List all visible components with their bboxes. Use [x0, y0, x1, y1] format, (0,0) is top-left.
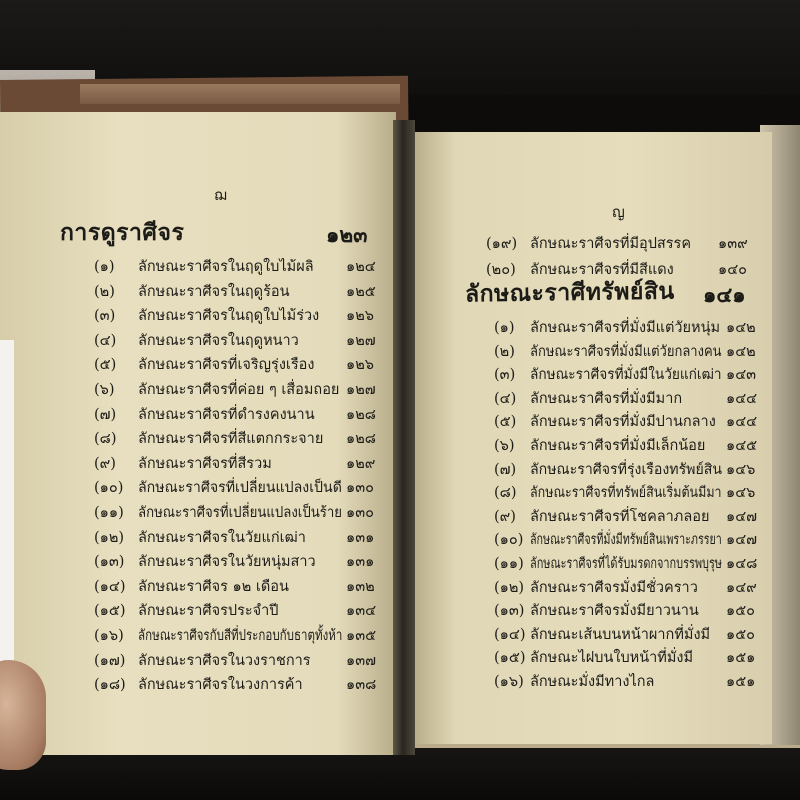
toc-entry [94, 353, 394, 373]
toc-entry-title: ลักษณะราศีจรในวงราชการ [138, 652, 311, 669]
toc-entry-number: (๑๐) [494, 532, 524, 549]
toc-entry-title: ลักษณะราศีจรในฤดูหนาว [138, 332, 299, 349]
toc-entry [494, 646, 766, 666]
toc-entry-title: ลักษณะราศีจรที่ดำรงคงนาน [138, 406, 315, 423]
toc-entry-page: ๑๕๑ [726, 674, 756, 690]
toc-entry-page: ๑๕๑ [726, 650, 756, 667]
toc-entry-title: ลักษณะไฝบนใบหน้าที่มั่งมี [530, 650, 694, 667]
toc-entry [94, 280, 394, 300]
toc-entry [94, 649, 394, 669]
toc-entry-title: ลักษณะราศีจรมั่งมีชั่วคราว [530, 579, 698, 596]
toc-entry-title: ลักษณะราศีจรที่มั่งมีทรัพย์สินเพราะภรรยา [530, 532, 722, 549]
toc-entry-number: (๑๗) [94, 652, 126, 669]
toc-entry-number: (๘) [494, 485, 517, 502]
toc-entry-title: ลักษณะเส้นบนหน้าผากที่มั่งมี [530, 626, 711, 643]
toc-entry [486, 258, 766, 278]
toc-entry-title: ลักษณะราศีจรที่มั่งมีมาก [530, 390, 683, 407]
toc-entry [94, 575, 394, 595]
left-section-heading-page: ๑๒๓ [326, 222, 368, 247]
toc-entry-title: ลักษณะราศีจรที่มั่งมีในวัยแก่เฒ่า [530, 367, 722, 384]
left-page-letter: ฌ [214, 186, 227, 204]
toc-entry-number: (๑๓) [94, 554, 125, 571]
toc-entry [94, 304, 394, 324]
toc-entry [494, 363, 766, 383]
toc-entry-page: ๑๒๗ [346, 382, 376, 398]
toc-entry-number: (๓) [494, 367, 516, 384]
toc-entry [494, 670, 766, 690]
toc-entry-number: (๔) [494, 390, 517, 407]
toc-entry-page: ๑๓๙ [718, 236, 748, 252]
toc-entry [494, 481, 766, 501]
toc-entry-page: ๑๔๗ [726, 532, 758, 549]
toc-entry-number: (๖) [94, 382, 115, 398]
toc-entry [94, 403, 394, 423]
toc-entry-title: ลักษณะราศีจรประจำปี [138, 603, 279, 620]
toc-entry-title: ลักษณะราศีจรที่โชคลาภลอย [530, 508, 710, 525]
toc-entry-number: (๒๐) [486, 262, 516, 278]
right-section-heading: ลักษณะราศีทรัพย์สิน [464, 277, 675, 308]
toc-entry-page: ๑๔๔ [726, 414, 758, 431]
toc-entry-number: (๓) [94, 308, 116, 325]
toc-entry-page: ๑๓๔ [346, 603, 377, 620]
toc-entry-number: (๑) [94, 259, 115, 275]
toc-entry-page: ๑๒๕ [346, 283, 376, 300]
toc-entry-number: (๗) [494, 461, 517, 478]
thumb [0, 660, 46, 770]
toc-entry-title: ลักษณะราศีจรที่ทรัพย์สินเริ่มต้นมีมา [530, 485, 722, 502]
toc-entry-title: ลักษณะราศีจรที่สีแตกกระจาย [138, 431, 324, 448]
toc-entry-number: (๒) [94, 283, 115, 300]
toc-entry-number: (๙) [94, 455, 116, 472]
toc-entry-title: ลักษณะราศีจรที่ค่อย ๆ เสื่อมถอย [138, 382, 340, 398]
toc-entry-title: ลักษณะราศีจรในฤดูร้อน [138, 283, 290, 300]
toc-entry [94, 378, 394, 398]
toc-entry-page: ๑๒๘ [346, 406, 376, 423]
toc-entry-number: (๑๖) [94, 628, 124, 644]
toc-entry-page: ๑๒๙ [346, 455, 376, 472]
toc-entry [494, 387, 766, 407]
toc-entry-page: ๑๔๓ [726, 367, 757, 384]
toc-entry [494, 552, 766, 572]
toc-entry [94, 526, 394, 546]
toc-entry-page: ๑๔๕ [726, 438, 758, 454]
toc-entry [494, 316, 766, 336]
toc-entry-page: ๑๒๔ [346, 259, 376, 275]
toc-entry-number: (๘) [94, 431, 117, 448]
toc-entry-page: ๑๔๖ [726, 461, 756, 478]
toc-entry-page: ๑๔๒ [726, 320, 756, 336]
toc-entry-title: ลักษณะราศีจรที่เจริญรุ่งเรือง [138, 357, 315, 374]
toc-entry [94, 255, 394, 275]
toc-entry [94, 501, 394, 521]
toc-entry-page: ๑๓๗ [346, 652, 377, 669]
toc-entry-title: ลักษณะราศีจรในวัยหนุ่มสาว [138, 554, 316, 571]
toc-entry-page: ๑๒๖ [346, 308, 374, 325]
toc-entry [94, 427, 394, 447]
toc-entry-title: ลักษณะราศีจรมั่งมียาวนาน [530, 603, 699, 620]
toc-entry-number: (๑๒) [94, 529, 125, 546]
toc-entry-title: ลักษณะราศีจรที่เปลี่ยนแปลงเป็นร้าย [138, 505, 342, 521]
toc-entry [494, 528, 766, 548]
toc-entry [494, 599, 766, 619]
toc-entry-title: ลักษณะราศีจรที่มีอุปสรรค [530, 236, 692, 252]
toc-entry-title: ลักษณะราศีจรที่มั่งมีแต่วัยกลางคน [530, 343, 722, 360]
toc-entry-number: (๗) [94, 406, 117, 423]
toc-entry-title: ลักษณะราศีจรที่ได้รับมรดกจากบรรพบุรุษ [530, 556, 723, 572]
toc-entry [486, 232, 766, 252]
toc-entry-page: ๑๓๑ [346, 554, 375, 571]
right-section-heading-page: ๑๔๑ [703, 282, 746, 307]
toc-entry-number: (๑๘) [94, 677, 126, 694]
toc-entry-title: ลักษณะมั่งมีทางไกล [530, 674, 655, 690]
toc-entry-number: (๕) [494, 414, 517, 431]
toc-entry-number: (๑๙) [486, 236, 518, 252]
toc-entry-number: (๑๔) [494, 626, 526, 643]
toc-entry-page: ๑๔๗ [726, 508, 758, 525]
toc-entry-number: (๑๑) [494, 556, 524, 572]
toc-entry-page: ๑๓๑ [346, 529, 375, 546]
toc-entry [94, 599, 394, 619]
toc-entry-number: (๖) [494, 438, 515, 454]
toc-entry-page: ๑๔๙ [726, 579, 757, 596]
toc-entry-page: ๑๒๗ [346, 332, 376, 349]
toc-entry-number: (๑) [494, 320, 515, 336]
toc-entry-title: ลักษณะราศีจรในฤดูใบไม้ผลิ [138, 259, 314, 275]
toc-entry [494, 505, 766, 525]
toc-entry-page: ๑๕๐ [726, 603, 756, 620]
toc-entry [494, 410, 766, 430]
toc-entry-page: ๑๒๖ [346, 357, 374, 374]
toc-entry-title: ลักษณะราศีจรที่มั่งมีแต่วัยหนุ่ม [530, 320, 721, 336]
toc-entry-page: ๑๓๐ [346, 480, 374, 497]
toc-entry [494, 623, 766, 643]
toc-entry-number: (๑๐) [94, 480, 124, 497]
toc-entry-number: (๒) [494, 343, 515, 360]
toc-entry-page: ๑๔๖ [726, 485, 756, 502]
toc-entry [494, 458, 766, 478]
right-page-letter: ญ [612, 203, 625, 221]
toc-entry-number: (๙) [494, 508, 516, 525]
toc-entry-page: ๑๓๕ [346, 628, 377, 644]
book-cover-top-edge [80, 84, 400, 104]
toc-entry-title: ลักษณะราศีจรที่รุ่งเรืองทรัพย์สิน [530, 461, 723, 478]
toc-entry-number: (๔) [94, 332, 117, 349]
toc-entry [94, 673, 394, 693]
toc-entry-page: ๑๕๐ [726, 626, 756, 643]
toc-entry [494, 340, 766, 360]
toc-entry-page: ๑๓๒ [346, 578, 375, 595]
toc-entry-page: ๑๔๐ [718, 262, 748, 278]
toc-entry-number: (๑๕) [494, 650, 526, 667]
toc-entry-title: ลักษณะราศีจรที่มั่งมีเล็กน้อย [530, 438, 706, 454]
toc-entry-page: ๑๔๘ [726, 556, 758, 572]
toc-entry [94, 329, 394, 349]
toc-entry [94, 550, 394, 570]
toc-entry-title: ลักษณะราศีจรกับสีที่ประกอบกับธาตุทั้งห้า [138, 628, 343, 644]
toc-entry [94, 624, 394, 644]
toc-entry [94, 452, 394, 472]
book-spine-gutter [393, 120, 415, 755]
toc-entry-page: ๑๓๐ [346, 505, 374, 521]
toc-entry-number: (๑๒) [494, 579, 525, 596]
background-white-gap [0, 340, 14, 670]
toc-entry-title: ลักษณะราศีจรในวงการค้า [138, 677, 303, 694]
toc-entry-title: ลักษณะราศีจร ๑๒ เดือน [138, 578, 289, 595]
toc-entry-title: ลักษณะราศีจรในวัยแก่เฒ่า [138, 529, 306, 546]
toc-entry-title: ลักษณะราศีจรที่มีสีแดง [530, 262, 674, 278]
toc-entry-number: (๑๖) [494, 674, 524, 690]
toc-entry-page: ๑๔๔ [726, 390, 758, 407]
toc-entry-number: (๑๓) [494, 603, 525, 620]
toc-entry-title: ลักษณะราศีจรที่เปลี่ยนแปลงเป็นดี [138, 480, 342, 497]
toc-entry-page: ๑๔๒ [726, 343, 756, 360]
toc-entry-page: ๑๓๘ [346, 677, 377, 694]
toc-entry-number: (๑๔) [94, 578, 126, 595]
toc-entry [94, 476, 394, 496]
toc-entry [494, 434, 766, 454]
toc-entry-number: (๑๑) [94, 505, 124, 521]
toc-entry-page: ๑๒๘ [346, 431, 376, 448]
toc-entry-title: ลักษณะราศีจรที่มั่งมีปานกลาง [530, 414, 716, 431]
toc-entry-number: (๑๕) [94, 603, 126, 620]
toc-entry-title: ลักษณะราศีจรที่สีรวม [138, 455, 272, 472]
toc-entry [494, 576, 766, 596]
toc-entry-title: ลักษณะราศีจรในฤดูใบไม้ร่วง [138, 308, 320, 325]
left-section-heading: การดูราศีจร [60, 219, 185, 246]
toc-entry-number: (๕) [94, 357, 117, 374]
